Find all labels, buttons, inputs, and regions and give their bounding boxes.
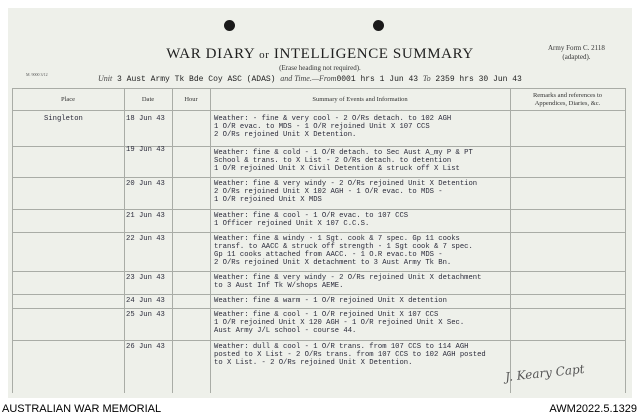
col-summary: Summary of Events and Information [312, 96, 408, 103]
entry-date: 18 Jun 43 [126, 115, 165, 123]
col-place: Place [60, 96, 76, 103]
entry-summary: Weather: fine & cool - 1 O/R rejoined Unit X 107 CCS 1 O/R rejoined Unit X 120 AGH - 1 O/R rejoined Unit X Sec. Aust Army J/L school - course 44. [214, 311, 465, 335]
row-divider [12, 209, 626, 210]
punch-hole [373, 20, 384, 31]
unit-value: 3 Aust Army Tk Bde Coy ASC (ADAS) [117, 75, 276, 84]
row-divider [12, 146, 626, 147]
entry-date: 20 Jun 43 [126, 180, 165, 188]
entry-date: 25 Jun 43 [126, 311, 165, 319]
row-divider [12, 177, 626, 178]
entry-date: 21 Jun 43 [126, 212, 165, 220]
entry-summary: Weather: fine & very windy - 2 O/Rs rejoined Unit X Detention 2 O/Rs rejoined Unit X 102 AGH - 1 O/R evac. to MDS - 1 O/R rejoined Unit X MDS [214, 180, 478, 204]
signature: J. Keary Capt [504, 361, 586, 385]
row-divider [12, 340, 626, 341]
entry-place: Singleton [44, 115, 83, 123]
caption-right: AWM2022.5.1329 [549, 403, 637, 415]
caption-left: AUSTRALIAN WAR MEMORIAL [2, 403, 162, 415]
row-divider [12, 308, 626, 309]
entry-summary: Weather: fine & cool - 1 O/R evac. to 107 CCS 1 Officer rejoined Unit X 107 C.C.S. [214, 212, 409, 228]
col-date: Date [141, 96, 155, 103]
entry-date: 26 Jun 43 [126, 343, 165, 351]
entry-summary: Weather: fine & warm - 1 O/R rejoined Unit X detention [214, 297, 447, 305]
entry-summary: Weather: - fine & very cool - 2 O/Rs detach. to 102 AGH 1 O/R evac. to MDS - 1 O/R rejoined Unit X 107 CCS 2 O/Rs rejoined Unit X Detention. [214, 115, 452, 139]
caption-bar [0, 400, 640, 418]
entry-summary: Weather: dull & cool - 1 O/R trans. from 107 CCS to 114 AGH posted to X List - 2 O/Rs trans. from 107 CCS to 102 AGH posted to X List. - 2 O/Rs rejoined Unit X Detention. [214, 343, 486, 367]
from-value: 0001 hrs 1 Jun 43 [336, 75, 419, 84]
entry-summary: Weather: fine & cold - 1 O/R detach. to Sec Aust A_my P & PT School & trans. to X List - 2 O/Rs detach. to detention 1 O/R rejoined Unit X Civil Detention & struck off X List [214, 149, 473, 173]
row-divider [12, 271, 626, 272]
row-divider [12, 294, 626, 295]
diary-page [8, 8, 632, 398]
entry-date: 24 Jun 43 [126, 297, 165, 305]
form-title: WAR DIARY or INTELLIGENCE SUMMARY [166, 46, 474, 62]
form-code: M. 9000 3/12 [26, 72, 48, 77]
unit-line: Unit 3 Aust Army Tk Bde Coy ASC (ADAS) and Time.—From0001 hrs 1 Jun 43 To 2359 hrs 30 Jun 43 [98, 74, 522, 84]
entry-date: 22 Jun 43 [126, 235, 165, 243]
col-remarks: Remarks and references to Appendices, Diaries, &c. [532, 92, 603, 107]
entry-summary: Weather: fine & windy - 1 Sgt. cook & 7 spec. Gp 11 cooks transf. to AACC & struck off strength - 1 Sgt cook & 7 spec. Gp 11 cooks attached from AACC. - 1 O.R evac.to MDS - 2 O/Rs rejoined Unit X detachment to 3 Aust Army Tk Bn. [214, 235, 473, 267]
to-value: 2359 hrs 30 Jun 43 [435, 75, 522, 84]
entry-summary: Weather: fine & very windy - 2 O/Rs rejoined Unit X detachment to 3 Aust Inf Tk W/shops AEME. [214, 274, 482, 290]
erase-note: (Erase heading not required). [279, 64, 361, 72]
army-form-number: Army Form C. 2118 (adapted). [548, 44, 605, 61]
col-hour: Hour [184, 96, 198, 103]
entry-date: 19 Jun 43 [126, 146, 165, 154]
row-divider [12, 232, 626, 233]
diary-table [12, 88, 626, 393]
entry-date: 23 Jun 43 [126, 274, 165, 282]
punch-hole [224, 20, 235, 31]
